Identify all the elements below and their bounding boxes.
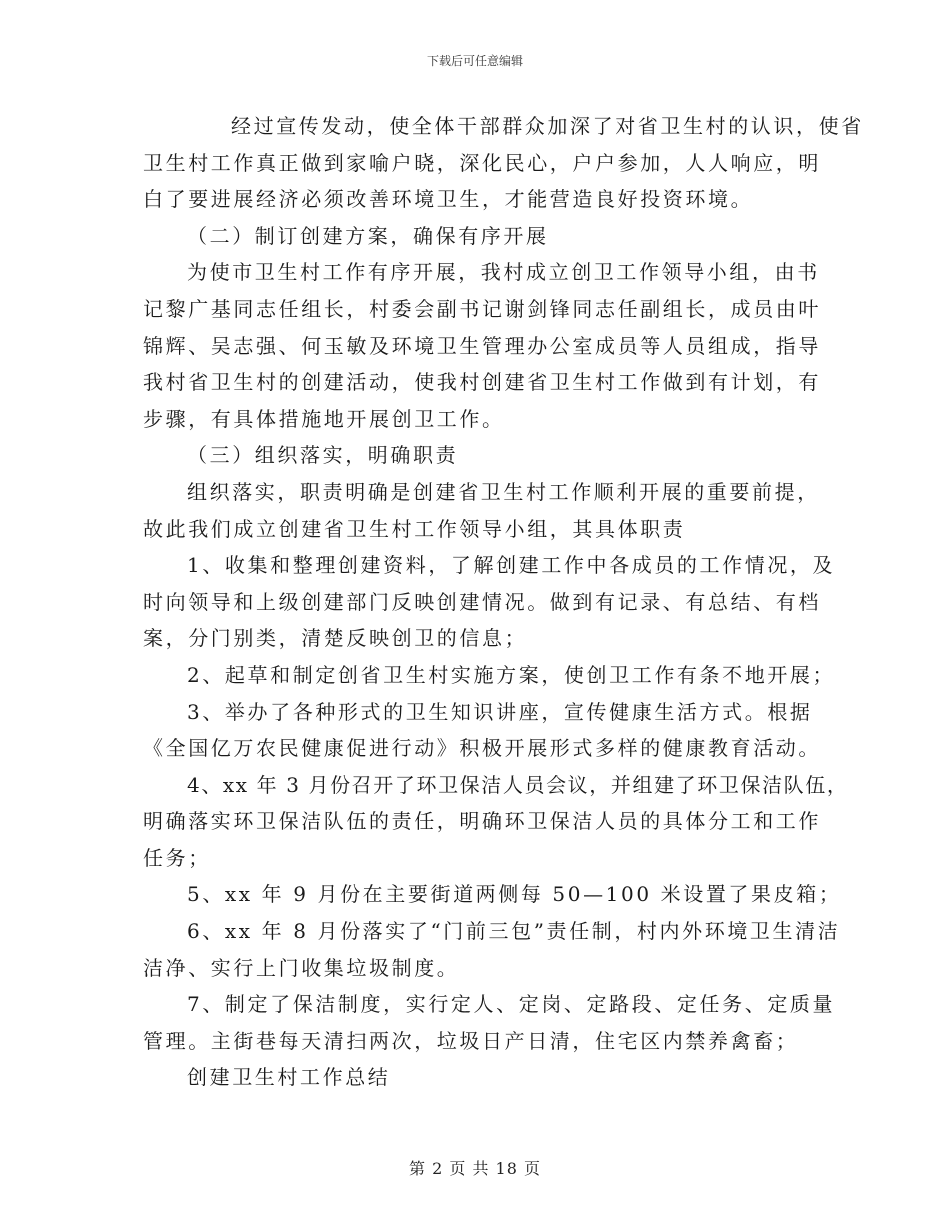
body-line: 经过宣传发动，使全体干部群众加深了对省卫生村的认识，使省	[231, 114, 864, 138]
section-heading: （二）制订创建方案，确保有序开展	[187, 223, 549, 248]
list-item-line: 1、收集和整理创建资料，了解创建工作中各成员的工作情况，及	[187, 553, 836, 578]
list-item-line: 7、制定了保洁制度，实行定人、定岗、定路段、定任务、定质量	[187, 992, 836, 1017]
closing-title: 创建卫生村工作总结	[187, 1065, 391, 1090]
list-item-line: 6、xx 年 8 月份落实了“门前三包”责任制，村内外环境卫生清洁	[187, 919, 841, 944]
section-heading: （三）组织落实，明确职责	[187, 443, 459, 468]
body-line: 组织落实，职责明确是创建省卫生村工作顺利开展的重要前提，	[187, 479, 820, 504]
list-item-line: 洁净、实行上门收集垃圾制度。	[143, 955, 460, 980]
list-item-line: 5、xx 年 9 月份在主要街道两侧每 50—100 米设置了果皮箱；	[187, 882, 842, 907]
body-line: 我村省卫生村的创建活动，使我村创建省卫生村工作做到有计划，有	[143, 370, 821, 395]
list-item-line: 时向领导和上级创建部门反映创建情况。做到有记录、有总结、有档	[143, 589, 821, 614]
list-item-line: 案，分门别类，清楚反映创卫的信息；	[143, 626, 528, 651]
page-number: 第 2 页 共 18 页	[409, 1159, 541, 1178]
list-item-line: 2、起草和制定创省卫生村实施方案，使创卫工作有条不地开展；	[187, 662, 836, 687]
body-line: 记黎广基同志任组长，村委会副书记谢剑锋同志任副组长，成员由叶	[143, 296, 821, 321]
page-header: 下载后可任意编辑	[426, 54, 523, 68]
list-item-line: 明确落实环卫保洁队伍的责任，明确环卫保洁人员的具体分工和工作	[143, 809, 821, 834]
list-item-line: 3、举办了各种形式的卫生知识讲座，宣传健康生活方式。根据	[187, 699, 813, 724]
document-body	[143, 108, 864, 1096]
list-item-line: 4、xx 年 3 月份召开了环卫保洁人员会议，并组建了环卫保洁队伍，	[187, 772, 849, 797]
list-item-line: 管理。主街巷每天清扫两次，垃圾日产日清，住宅区内禁养禽畜；	[143, 1028, 799, 1053]
list-item-line: 任务；	[143, 845, 211, 870]
body-line: 步骤，有具体措施地开展创卫工作。	[143, 406, 505, 431]
body-line: 故此我们成立创建省卫生村工作领导小组，其具体职责	[143, 516, 686, 541]
list-item-line: 《全国亿万农民健康促进行动》积极开展形式多样的健康教育活动。	[143, 736, 821, 761]
body-line: 为使市卫生村工作有序开展，我村成立创卫工作领导小组，由书	[187, 260, 820, 285]
body-line: 白了要进展经济必须改善环境卫生，才能营造良好投资环境。	[143, 187, 754, 212]
body-line: 卫生村工作真正做到家喻户晓，深化民心，户户参加，人人响应，明	[143, 150, 821, 175]
body-line: 锦辉、吴志强、何玉敏及环境卫生管理办公室成员等人员组成，指导	[143, 333, 821, 358]
